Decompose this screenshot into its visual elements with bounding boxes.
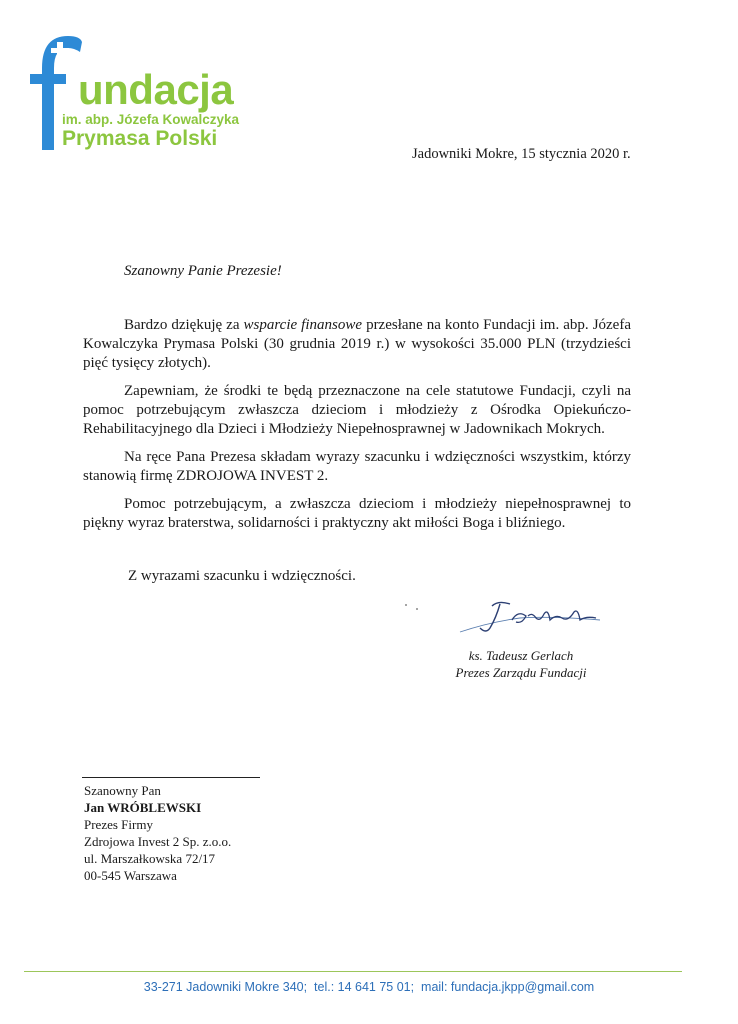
letter-date: Jadowniki Mokre, 15 stycznia 2020 r. [412,146,631,162]
paragraph-1: Bardzo dziękuję za wsparcie finansowe przesłane na konto Fundacji im. abp. Józefa Kowalczyka Prymasa Polski (30 grudnia 2019 r.) w wysokości 35.000 PLN (trzydzieści pięć tysięcy złotych). [83,317,631,371]
signer-role: Prezes Zarządu Fundacji [455,665,587,680]
recipient-company: Zdrojowa Invest 2 Sp. z.o.o. [84,834,232,849]
recipient-city: 00-545 Warszawa [84,868,177,883]
closing-line: Z wyrazami szacunku i wdzięczności. [128,568,356,584]
salutation: Szanowny Panie Prezesie! [124,263,282,279]
logo-wordmark: undacja [78,66,234,113]
footer-contact: 33-271 Jadowniki Mokre 340; tel.: 14 641 75 01; mail: fundacja.jkpp@gmail.com [143,980,595,994]
recipient-greeting: Szanowny Pan [84,783,161,798]
logo-subtitle-line1: im. abp. Józefa Kowalczyka [62,112,240,127]
footer-divider [24,971,682,972]
recipient-street: ul. Marszałkowska 72/17 [84,851,216,866]
recipient-address [84,782,231,884]
logo-subtitle-line2: Prymasa Polski [62,127,218,150]
paragraph-3: Na ręce Pana Prezesa składam wyrazy szacunku i wdzięczności wszystkim, którzy stanowią firmę ZDROJOWA INVEST 2. [83,449,631,484]
foundation-logo [26,28,240,152]
handwritten-signature [440,594,610,644]
paragraph-2: Zapewniam, że środki te będą przeznaczone na cele statutowe Fundacji, czyli na pomoc potrzebującym zwłaszcza dzieciom i młodzieży z Ośrodka Opiekuńczo-Rehabilitacyjnego dla Dzieci i Młodzieży Niepełnosprawnej w Jadownikach Mokrych. [83,383,631,437]
emphasis-text: wsparcie finansowe [243,317,363,333]
recipient-name: Jan WRÓBLEWSKI [84,800,202,815]
signer-block [450,647,592,681]
speck [416,608,418,610]
address-divider [82,777,260,778]
recipient-title: Prezes Firmy [84,817,153,832]
signer-name: ks. Tadeusz Gerlach [468,648,574,663]
letter-body [83,316,631,542]
speck [405,604,407,606]
paragraph-4: Pomoc potrzebującym, a zwłaszcza dzieciom i młodzieży niepełnosprawnej to piękny wyraz braterstwa, solidarności i praktyczny akt miłości Boga i bliźniego. [83,496,631,531]
